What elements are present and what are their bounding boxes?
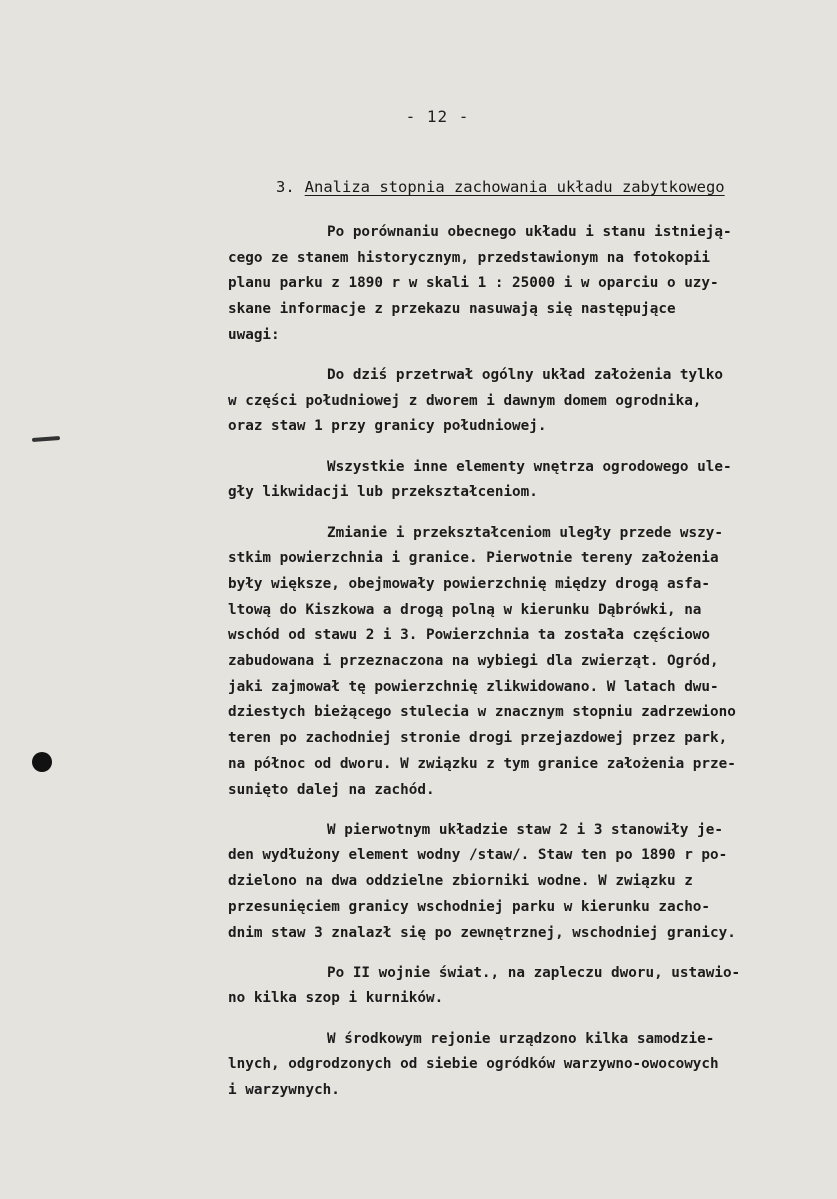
paragraph [228,1027,828,1104]
paragraph-line: na północ od dworu. W związku z tym granice założenia prze- [228,755,736,772]
paragraph-first-line: W pierwotnym układzie staw 2 i 3 stanowiły je- [327,821,723,838]
paragraph-line: oraz staw 1 przy granicy południowej. [228,418,547,435]
punch-hole [32,752,52,772]
paragraph-line: uwagi: [228,326,280,343]
paragraph-first-line: W środkowym rejonie urządzono kilka samodzie- [327,1030,715,1047]
paragraph [228,521,828,804]
paragraph-line: stkim powierzchnia i granice. Pierwotnie tereny założenia [228,550,719,567]
paragraph [228,220,828,349]
paragraph-line: den wydłużony element wodny /staw/. Staw ten po 1890 r po- [228,847,728,864]
paragraph [228,818,828,947]
paragraph-line: dzielono na dwa oddzielne zbiorniki wodne. W związku z [228,873,693,890]
paragraph-line: ltową do Kiszkowa a drogą polną w kierunku Dąbrówki, na [228,601,702,618]
paragraph-first-line: Zmianie i przekształceniom uległy przede wszy- [327,524,723,541]
paragraph-first-line: Do dziś przetrwał ogólny układ założenia tylko [327,367,723,384]
paragraph-line: i warzywnych. [228,1082,340,1099]
paragraph-line: dnim staw 3 znalazł się po zewnętrznej, wschodniej granicy. [228,924,736,941]
section-number: 3. [276,178,295,196]
paragraph-line: planu parku z 1890 r w skali 1 : 25000 i w oparciu o uzy- [228,275,719,292]
page-number: - 12 - [405,107,470,126]
paragraph-first-line: Po II wojnie świat., na zapleczu dworu, ustawio- [327,964,741,981]
paragraph-line: sunięto dalej na zachód. [228,781,435,798]
paragraph-line: teren po zachodniej stronie drogi przejazdowej przez park, [228,730,728,747]
paragraph-line: lnych, odgrodzonych od siebie ogródków warzywno-owocowych [228,1056,719,1073]
paragraph [228,363,828,440]
paragraph [228,455,828,506]
paragraph-line: dziestych bieżącego stulecia w znacznym stopniu zadrzewiono [228,704,736,721]
section-title: Analiza stopnia zachowania układu zabytkowego [304,178,725,196]
paragraph-line: skane informacje z przekazu nasuwają się następujące [228,301,676,318]
paragraph-line: no kilka szop i kurników. [228,990,444,1007]
paragraph [228,961,828,1012]
margin-mark [32,436,60,442]
body-text [228,220,828,1118]
paragraph-line: były większe, obejmowały powierzchnię między drogą asfa- [228,575,711,592]
section-heading [276,178,725,196]
paragraph-line: zabudowana i przeznaczona na wybiegi dla zwierząt. Ogród, [228,653,719,670]
paragraph-first-line: Po porównaniu obecnego układu i stanu istnieją- [327,224,732,240]
paragraph-line: gły likwidacji lub przekształceniom. [228,484,538,501]
paragraph-line: przesunięciem granicy wschodniej parku w kierunku zacho- [228,898,711,915]
paragraph-line: jaki zajmował tę powierzchnię zlikwidowano. W latach dwu- [228,678,719,695]
paragraph-first-line: Wszystkie inne elementy wnętrza ogrodowego ule- [327,458,732,475]
paragraph-line: wschód od stawu 2 i 3. Powierzchnia ta została częściowo [228,627,711,644]
paragraph-line: w części południowej z dworem i dawnym domem ogrodnika, [228,392,702,409]
paragraph-line: cego ze stanem historycznym, przedstawionym na fotokopii [228,249,711,266]
